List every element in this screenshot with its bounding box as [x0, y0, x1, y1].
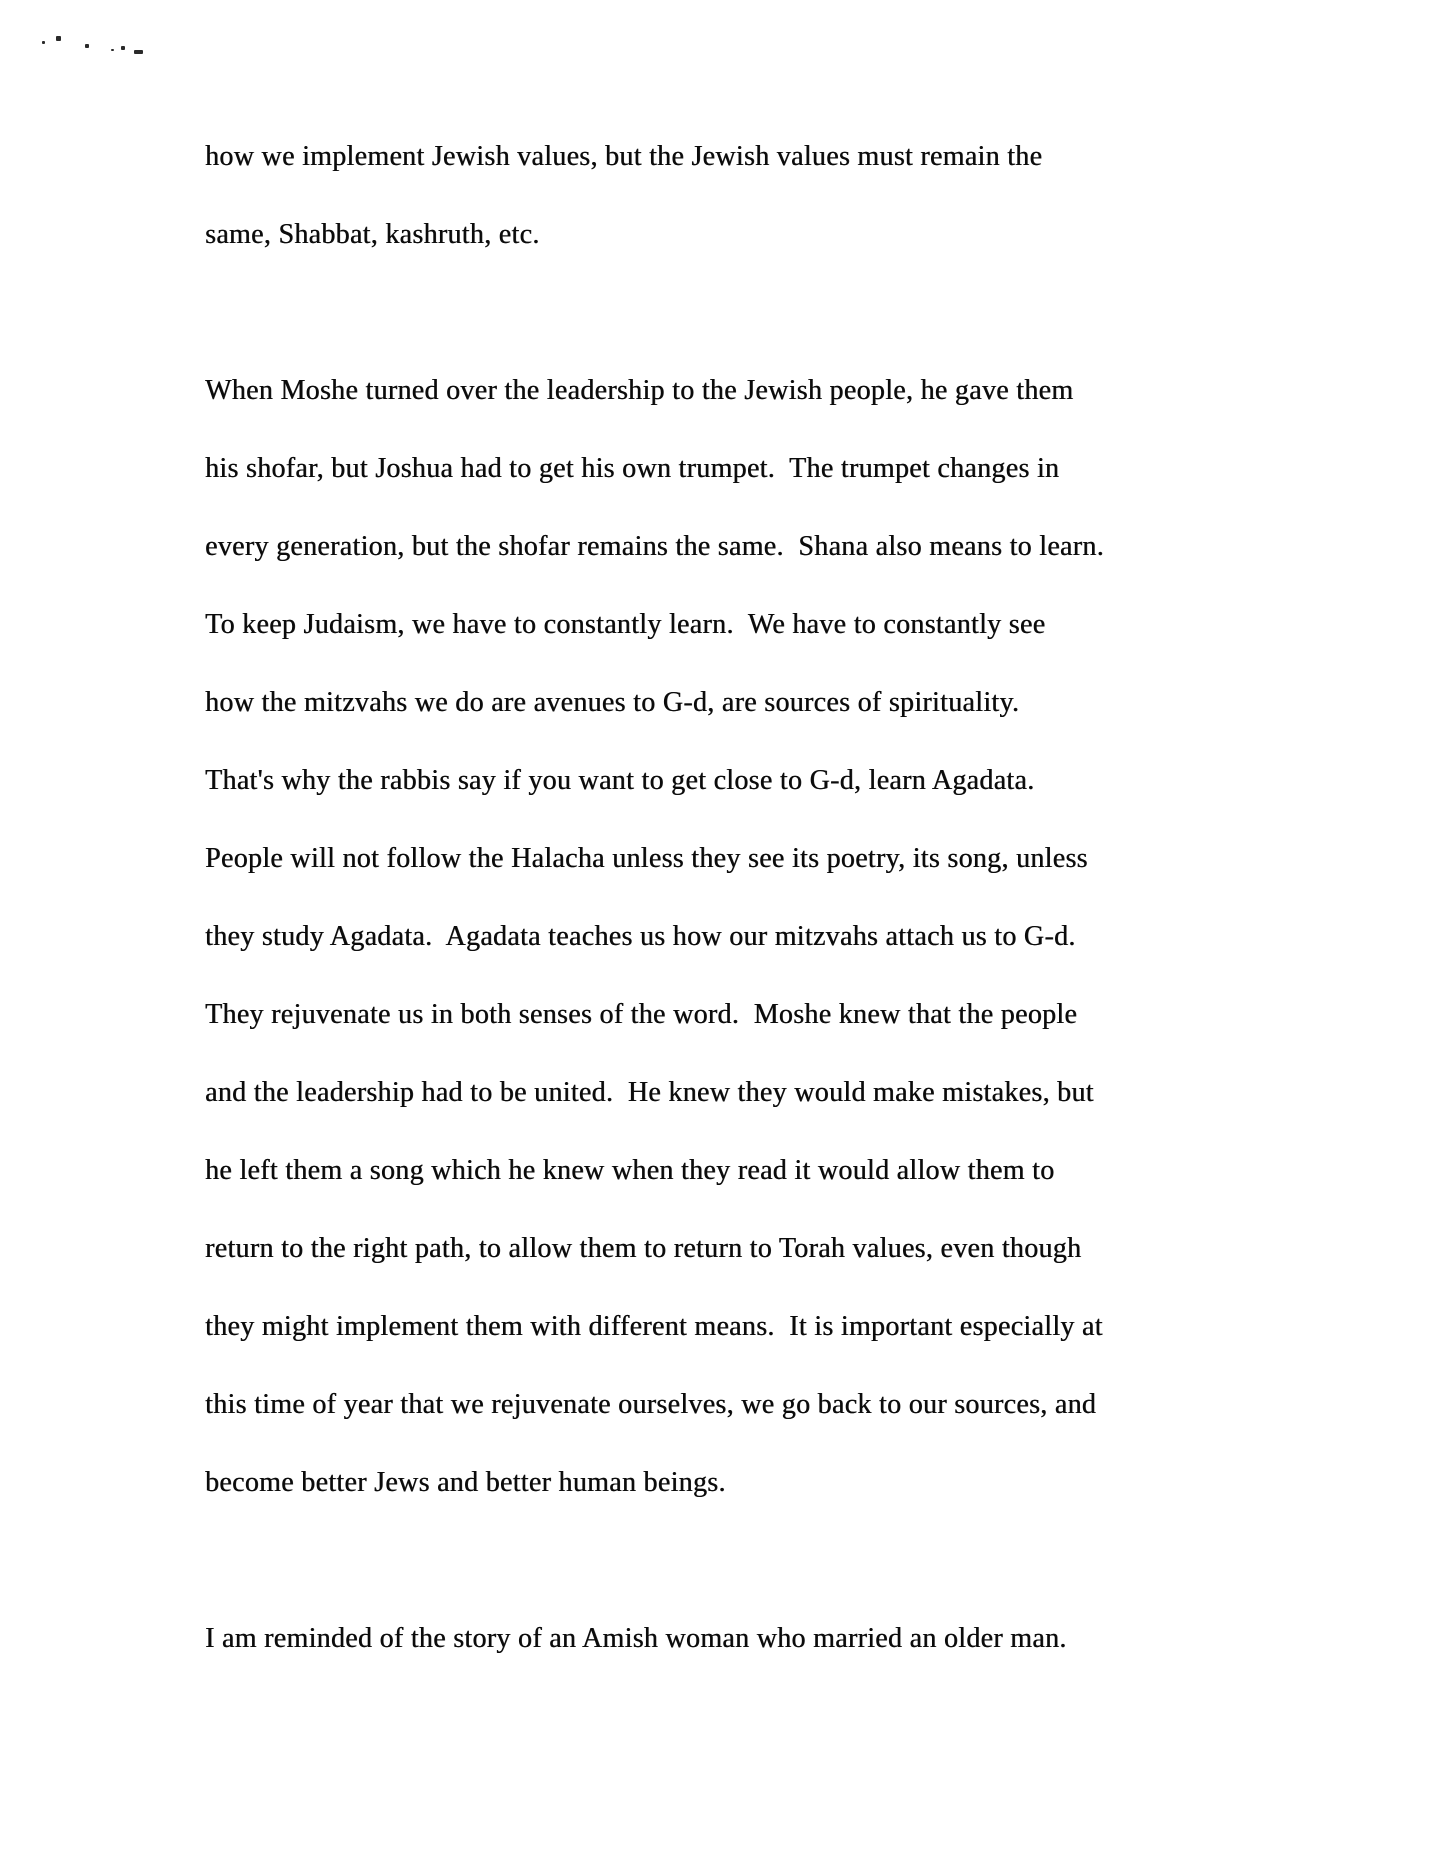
text-line: every generation, but the shofar remains the same. Shana also means to learn. [205, 531, 1104, 562]
text-line: they might implement them with different means. It is important especially at [205, 1311, 1103, 1342]
text-line: this time of year that we rejuvenate ourselves, we go back to our sources, and [205, 1389, 1097, 1420]
text-line: They rejuvenate us in both senses of the word. Moshe knew that the people [205, 999, 1078, 1030]
text-line: his shofar, but Joshua had to get his own trumpet. The trumpet changes in [205, 453, 1060, 484]
text-line: To keep Judaism, we have to constantly learn. We have to constantly see [205, 609, 1046, 640]
scan-speck [111, 49, 114, 51]
text-line: same, Shabbat, kashruth, etc. [205, 219, 540, 250]
text-line: they study Agadata. Agadata teaches us how our mitzvahs attach us to G-d. [205, 921, 1076, 952]
text-line: People will not follow the Halacha unless they see its poetry, its song, unless [205, 843, 1088, 874]
paragraph-2 [205, 352, 1295, 1522]
text-line: I am reminded of the story of an Amish woman who married an older man. [205, 1623, 1067, 1654]
document-text [205, 118, 1295, 1678]
scan-speck [56, 36, 61, 41]
scan-speck [121, 46, 125, 50]
paragraph-3 [205, 1600, 1295, 1678]
paragraph-1 [205, 118, 1295, 274]
text-line: how we implement Jewish values, but the Jewish values must remain the [205, 141, 1043, 172]
text-line: become better Jews and better human beings. [205, 1467, 726, 1498]
text-line: return to the right path, to allow them to return to Torah values, even though [205, 1233, 1082, 1264]
scan-speck [134, 50, 143, 54]
text-line: When Moshe turned over the leadership to the Jewish people, he gave them [205, 375, 1074, 406]
scan-speck [42, 41, 45, 44]
scan-speck [85, 44, 89, 48]
text-line: and the leadership had to be united. He knew they would make mistakes, but [205, 1077, 1094, 1108]
text-line: he left them a song which he knew when they read it would allow them to [205, 1155, 1055, 1186]
text-line: how the mitzvahs we do are avenues to G-d, are sources of spirituality. [205, 687, 1020, 718]
text-line: That's why the rabbis say if you want to get close to G-d, learn Agadata. [205, 765, 1035, 796]
